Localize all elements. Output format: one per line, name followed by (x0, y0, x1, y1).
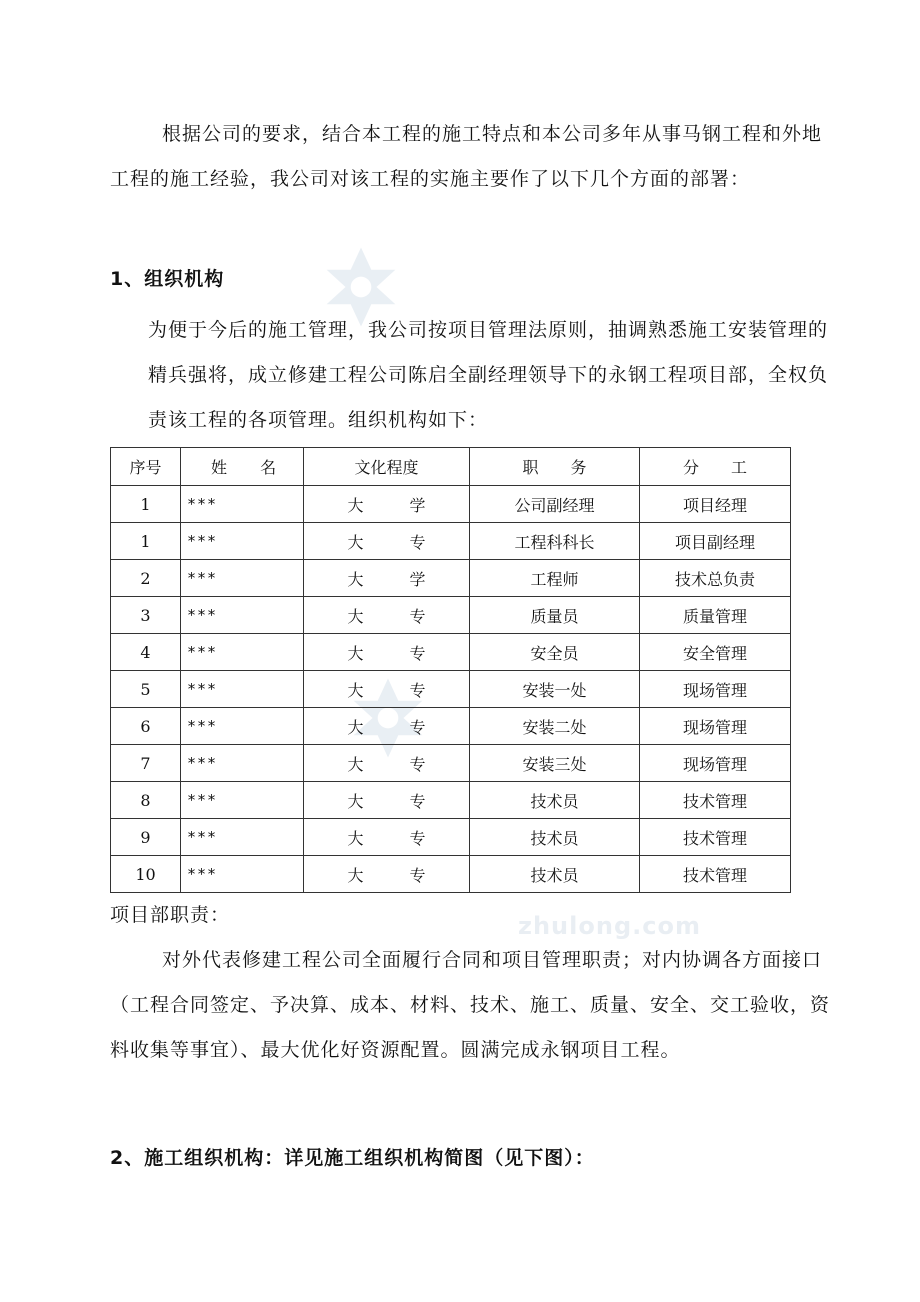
cell-no: 1 (111, 486, 181, 523)
education-part-2: 专 (409, 680, 426, 700)
cell-name: *** (181, 597, 304, 634)
education-part-1: 大 (347, 791, 364, 811)
cell-no: 6 (111, 708, 181, 745)
cell-position: 安全员 (470, 634, 640, 671)
cell-position: 质量员 (470, 597, 640, 634)
cell-education (304, 597, 470, 634)
cell-role: 项目经理 (640, 486, 791, 523)
education-part-1: 大 (347, 643, 364, 663)
cell-education (304, 523, 470, 560)
cell-name: *** (181, 634, 304, 671)
cell-position: 安装二处 (470, 708, 640, 745)
cell-role: 技术管理 (640, 819, 791, 856)
cell-position: 公司副经理 (470, 486, 640, 523)
duty-title: 项目部职责： (110, 904, 231, 926)
staff-table-container (110, 447, 791, 893)
cell-education (304, 671, 470, 708)
header-education: 文化程度 (304, 448, 470, 486)
table-row (111, 486, 791, 523)
intro-paragraph: 根据公司的要求，结合本工程的施工特点和本公司多年从事马钢工程和外地工程的施工经验，我公司对该工程的实施主要作了以下几个方面的部署： (110, 123, 823, 190)
education-part-2: 专 (409, 606, 426, 626)
cell-no: 3 (111, 597, 181, 634)
cell-role: 现场管理 (640, 671, 791, 708)
cell-education (304, 634, 470, 671)
header-name: 姓 名 (181, 448, 304, 486)
cell-role: 安全管理 (640, 634, 791, 671)
education-part-2: 专 (409, 865, 426, 885)
cell-no: 5 (111, 671, 181, 708)
table-row (111, 523, 791, 560)
cell-name: *** (181, 856, 304, 893)
cell-name: *** (181, 523, 304, 560)
table-header-row (111, 448, 791, 486)
header-position: 职 务 (470, 448, 640, 486)
education-part-1: 大 (347, 754, 364, 774)
section-1-heading: 1、组织机构 (110, 268, 225, 290)
table-row (111, 597, 791, 634)
cell-position: 安装一处 (470, 671, 640, 708)
cell-position: 工程师 (470, 560, 640, 597)
education-part-1: 大 (347, 865, 364, 885)
education-part-2: 专 (409, 643, 426, 663)
table-row (111, 782, 791, 819)
table-row (111, 634, 791, 671)
header-role: 分 工 (640, 448, 791, 486)
education-part-1: 大 (347, 532, 364, 552)
education-part-1: 大 (347, 828, 364, 848)
education-part-2: 专 (409, 717, 426, 737)
table-row (111, 708, 791, 745)
cell-education (304, 856, 470, 893)
section-2-heading: 2、施工组织机构：详见施工组织机构简图（见下图）： (110, 1147, 595, 1169)
cell-name: *** (181, 708, 304, 745)
cell-name: *** (181, 782, 304, 819)
cell-education (304, 486, 470, 523)
cell-role: 现场管理 (640, 745, 791, 782)
cell-role: 技术管理 (640, 856, 791, 893)
cell-role: 技术总负责 (640, 560, 791, 597)
cell-role: 质量管理 (640, 597, 791, 634)
cell-education (304, 708, 470, 745)
cell-no: 2 (111, 560, 181, 597)
cell-no: 10 (111, 856, 181, 893)
table-row (111, 745, 791, 782)
table-row (111, 856, 791, 893)
education-part-2: 专 (409, 828, 426, 848)
cell-role: 技术管理 (640, 782, 791, 819)
cell-education (304, 782, 470, 819)
cell-name: *** (181, 560, 304, 597)
table-row (111, 560, 791, 597)
cell-no: 7 (111, 745, 181, 782)
education-part-1: 大 (347, 680, 364, 700)
cell-position: 安装三处 (470, 745, 640, 782)
education-part-2: 学 (409, 495, 426, 515)
education-part-1: 大 (347, 717, 364, 737)
cell-name: *** (181, 819, 304, 856)
education-part-2: 专 (409, 754, 426, 774)
table-body (111, 486, 791, 893)
cell-position: 技术员 (470, 782, 640, 819)
cell-position: 技术员 (470, 856, 640, 893)
cell-position: 技术员 (470, 819, 640, 856)
cell-name: *** (181, 671, 304, 708)
duty-paragraph: 对外代表修建工程公司全面履行合同和项目管理职责；对内协调各方面接口（工程合同签定、予决算、成本、材料、技术、施工、质量、安全、交工验收，资料收集等事宜）、最大优化好资源配置。圆满完成永钢项目工程。 (110, 949, 831, 1061)
education-part-2: 学 (409, 569, 426, 589)
cell-position: 工程科科长 (470, 523, 640, 560)
cell-name: *** (181, 486, 304, 523)
cell-name: *** (181, 745, 304, 782)
cell-role: 项目副经理 (640, 523, 791, 560)
education-part-1: 大 (347, 569, 364, 589)
cell-education (304, 745, 470, 782)
cell-role: 现场管理 (640, 708, 791, 745)
cell-no: 1 (111, 523, 181, 560)
education-part-2: 专 (409, 532, 426, 552)
cell-no: 8 (111, 782, 181, 819)
cell-education (304, 560, 470, 597)
table-row (111, 819, 791, 856)
watermark-text: zhulong.com (518, 912, 701, 940)
education-part-1: 大 (347, 495, 364, 515)
org-paragraph: 为便于今后的施工管理，我公司按项目管理法原则，抽调熟悉施工安装管理的精兵强将，成立修建工程公司陈启全副经理领导下的永钢工程项目部，全权负责该工程的各项管理。组织机构如下： (148, 319, 829, 431)
cell-education (304, 819, 470, 856)
education-part-2: 专 (409, 791, 426, 811)
staff-table (110, 447, 791, 893)
education-part-1: 大 (347, 606, 364, 626)
header-no: 序号 (111, 448, 181, 486)
table-row (111, 671, 791, 708)
cell-no: 9 (111, 819, 181, 856)
cell-no: 4 (111, 634, 181, 671)
